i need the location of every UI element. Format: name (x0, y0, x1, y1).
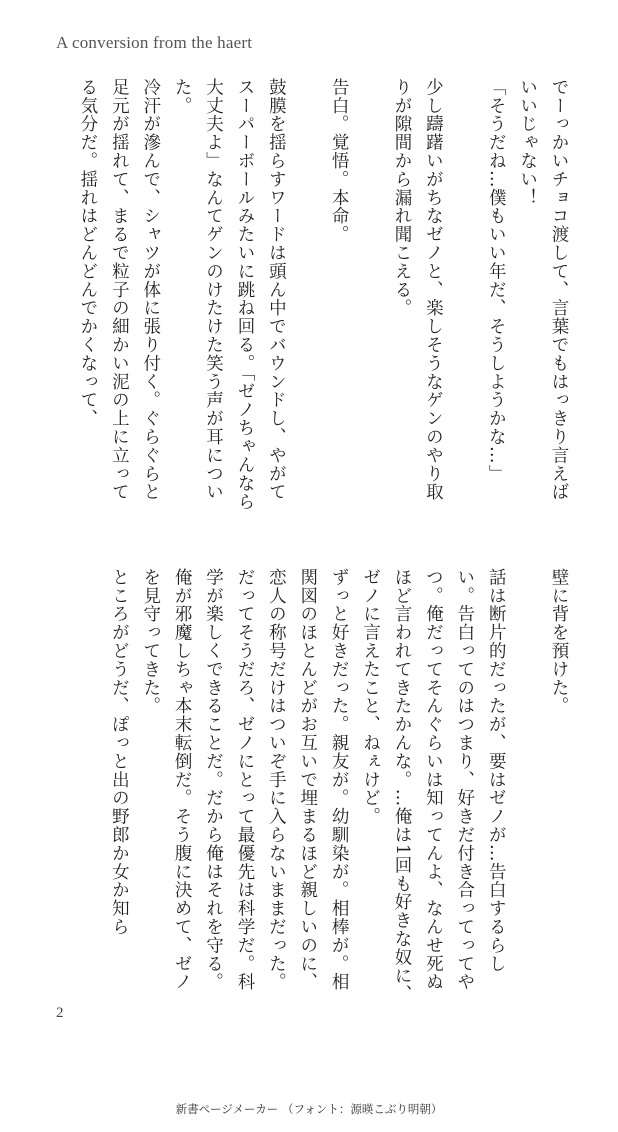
paragraph: 告白。覚悟。本命。 (329, 78, 350, 244)
paragraph: だってそうだろ、ゼノにとって最優先は科学だ。科学が楽しくできることだ。だから俺はそれを守る。俺が邪魔しちゃ本末転倒だ。そう腹に決めて、ゼノを見守ってきた。 (140, 568, 255, 992)
blank-line (354, 78, 385, 518)
paragraph: 冷汗が滲んで、シャツが体に張り付く。ぐらぐらと足元が揺れて、まるで粒子の細かい泥の上に立ってる気分だ。揺れはどんどんでかくなって、 (77, 78, 161, 502)
paragraph: 鼓膜を揺らすワードは頭ん中でバウンドし、やがてスーパーボールみたいに跳ね回る。「ゼノちゃんなら大丈夫よ」なんてゲンのけたけた笑う声が耳についた。 (172, 78, 287, 511)
paragraph: でーっかいチョコ渡して、言葉でもはっきり言えばいいじゃない！ (517, 78, 569, 502)
page-number: 2 (56, 1005, 64, 1021)
text-block-lower (44, 568, 574, 1008)
paragraph: 話は断片的だったが、要はゼノが…告白するらしい。告白ってのはつまり、好きだ付き合ってってやつ。俺だってそんぐらいは知ってんよ、なんせ死ぬほど言われてきたかんな。…俺は1回も好きな奴に、ゼノに言えたこと、ねぇけど。 (360, 568, 507, 1004)
text-block-upper (44, 78, 574, 518)
paragraph: 少し躊躇いがちなゼノと、楽しそうなゲンのやり取りが隙間から漏れ聞こえる。 (391, 78, 444, 502)
blank-line (511, 568, 542, 1008)
paragraph: 壁に背を預けた。 (549, 568, 569, 716)
blank-line (291, 78, 322, 518)
document-title: A conversion from the haert (56, 33, 253, 52)
footer-credit: 新書ページメーカー （フォント：源暎こぶり明朝） (175, 1102, 443, 1116)
paragraph: ところがどうだ、ぽっと出の野郎か女か知ら (109, 568, 130, 936)
blank-line (448, 78, 479, 518)
paragraph: ずっと好きだった。親友が。幼馴染が。相棒が。相関図のほとんどがお互いで埋まるほど親しいのに、恋人の称号だけはついぞ手に入らないままだった。 (266, 568, 350, 992)
dialogue-line: 「そうだね…僕もいい年だ、そうしようかな…」 (486, 78, 507, 483)
